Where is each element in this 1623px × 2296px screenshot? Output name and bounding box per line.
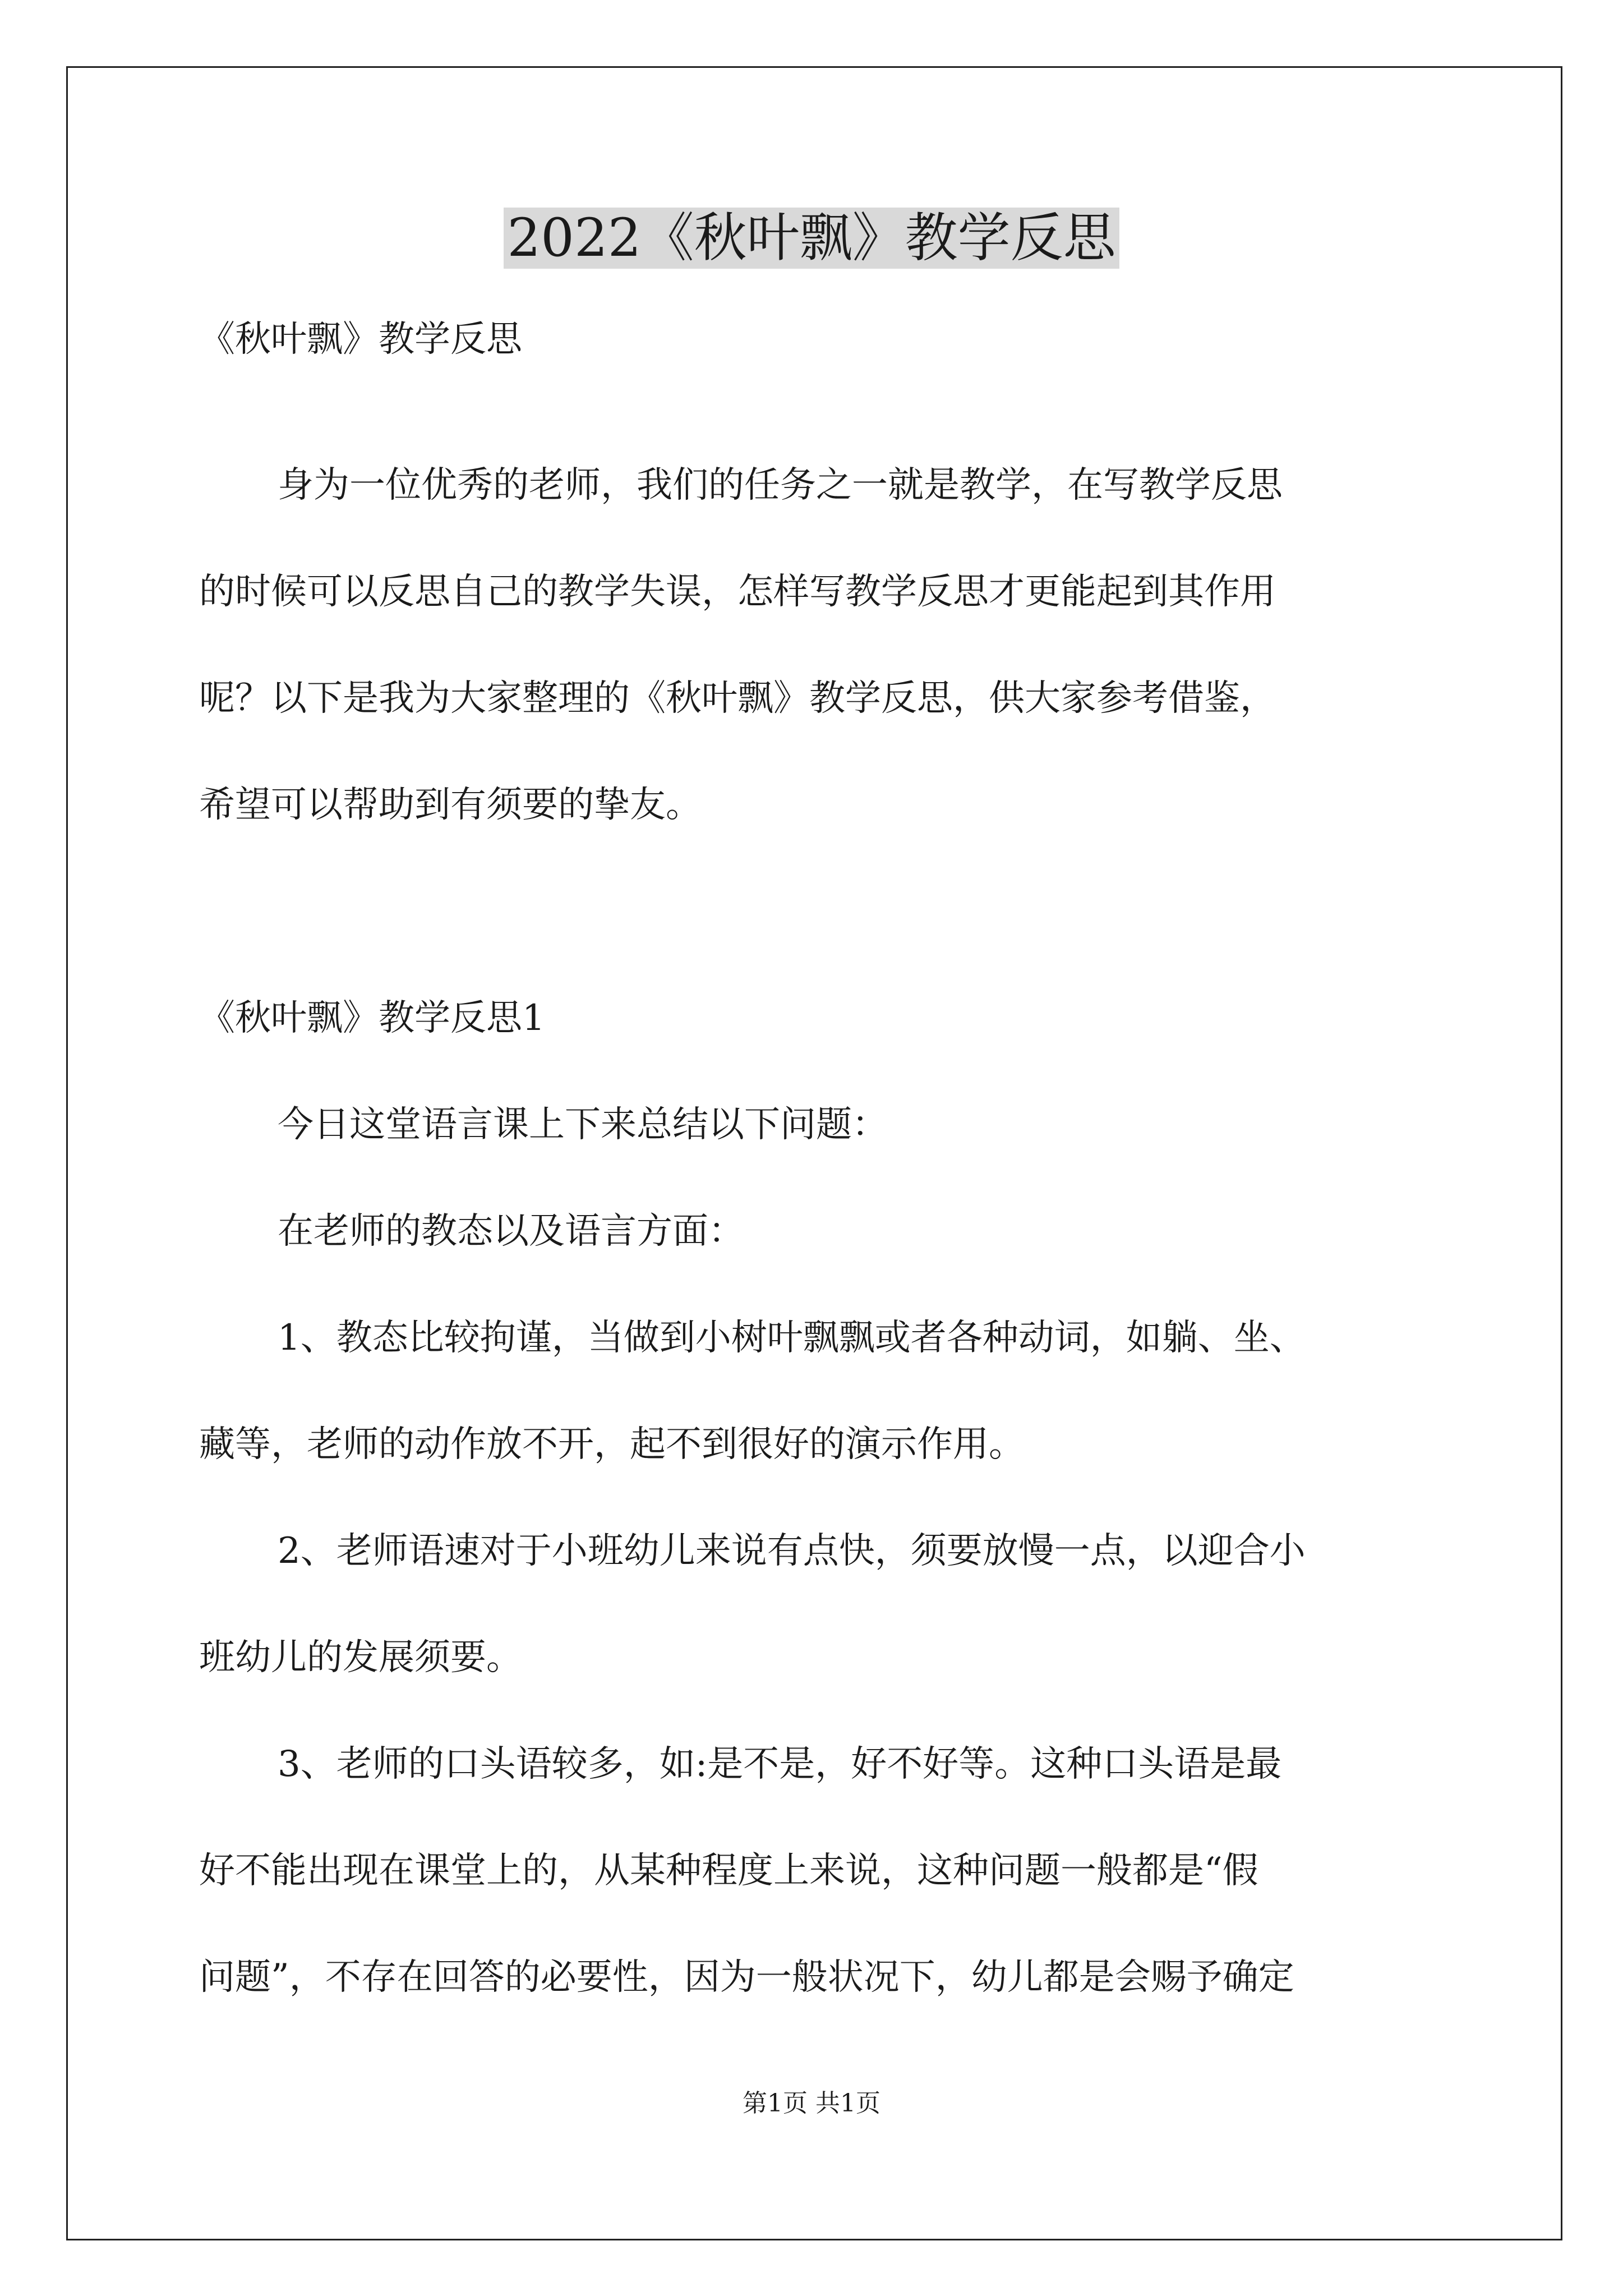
body-line: 班幼儿的发展须要。 <box>199 1637 522 1678</box>
body-line: 藏等，老师的动作放不开，起不到很好的演示作用。 <box>199 1424 1025 1465</box>
document-title: 2022《秋叶飘》教学反思 <box>0 205 1623 272</box>
body-line: 1、教态比较拘谨，当做到小树叶飘飘或者各种动词，如躺、坐、 <box>278 1317 1306 1359</box>
intro-line: 的时候可以反思自己的教学失误，怎样写教学反思才更能起到其作用 <box>199 571 1276 613</box>
body-line: 问题”，不存在回答的必要性，因为一般状况下，幼儿都是会赐予确定 <box>199 1957 1294 1998</box>
document-subtitle: 《秋叶飘》教学反思 <box>199 319 522 360</box>
page-footer: 第1页 共1页 <box>743 2089 880 2118</box>
intro-line: 希望可以帮助到有须要的挚友。 <box>199 784 702 826</box>
body-line: 2、老师语速对于小班幼儿来说有点快，须要放慢一点，以迎合小 <box>278 1530 1306 1572</box>
intro-line: 身为一位优秀的老师，我们的任务之一就是教学，在写教学反思 <box>278 464 1283 506</box>
body-line: 在老师的教态以及语言方面： <box>278 1211 744 1252</box>
body-line: 好不能出现在课堂上的，从某种程度上来说，这种问题一般都是“假 <box>199 1850 1258 1892</box>
body-line: 今日这堂语言课上下来总结以下问题： <box>278 1104 888 1145</box>
page-border <box>66 66 1562 2240</box>
intro-line: 呢？以下是我为大家整理的《秋叶飘》教学反思，供大家参考借鉴， <box>199 678 1276 719</box>
body-line: 3、老师的口头语较多，如:是不是，好不好等。这种口头语是最 <box>278 1743 1282 1785</box>
section-heading: 《秋叶飘》教学反思1 <box>199 997 545 1039</box>
